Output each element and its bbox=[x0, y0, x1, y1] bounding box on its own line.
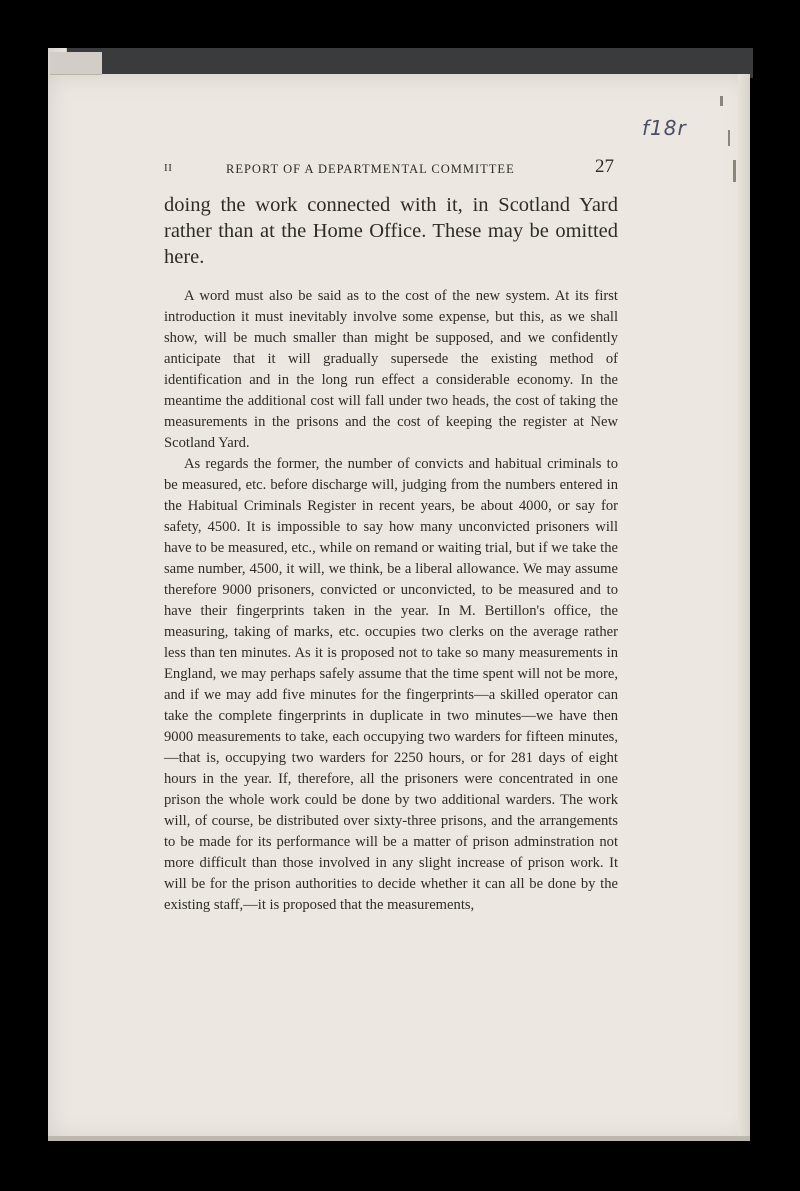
running-title: REPORT OF A DEPARTMENTAL COMMITTEE bbox=[226, 162, 515, 176]
page-right-edge bbox=[738, 74, 750, 1140]
edge-speck bbox=[728, 130, 730, 146]
edge-speck bbox=[720, 96, 723, 106]
page-corner-tab bbox=[50, 52, 102, 75]
body-paragraph-regards: As regards the former, the number of convicts and habitual criminals to be measured, etc. before discharge will, judging from the numbers entered in the Habitual Criminals Register in recent years, be about 4000, or say for safety, 4500. It is impossible to say how many unconvicted prisoners will have to be measured, etc., while on remand or waiting trial, but if we take the same number, 4500, it will, we think, be a liberal allowance. We may assume therefore 9000 prisoners, convicted or unconvicted, to be measured and to have their fingerprints taken in the year. In M. Bertillon's office, the measuring, taking of marks, etc. occupies two clerks on the average rather less than ten minutes. As it is proposed not to take so many measurements in England, we may perhaps safely assume that the time spent will not be more, and if we may add five minutes for the fingerprints—a skilled operator can take the complete fingerprints in duplicate in two minutes—we have then 9000 measurements to take, each occupying two warders for fifteen minutes,—that is, occupying two warders for 2250 hours, or for 281 days of eight hours in the year. If, therefore, all the prisoners were concentrated in one prison the whole work could be done by two additional warders. The work will, of course, be distributed over sixty-three prisons, and the arrangements to be made for its performance will be a matter of prison adminstration not more difficult than those involved in any slight increase of prison work. It will be for the prison authorities to decide whether it can all be done by the existing staff,—it is proposed that the measurements, bbox=[164, 456, 618, 913]
section-number: II bbox=[164, 162, 173, 174]
edge-speck bbox=[733, 160, 736, 182]
running-header bbox=[164, 150, 618, 180]
page-number: 27 bbox=[595, 156, 614, 177]
body-paragraph-cost: A word must also be said as to the cost of the new system. At its first introduction it must inevitably involve some expense, but this, as we shall show, will be much smaller than might be supposed, and we confidently anticipate that it will gradually supersede the existing method of identification and in the long run effect a considerable economy. In the meantime the additional cost will fall under two heads, the cost of taking the measurements in the prisons and the cost of keeping the register at New Scotland Yard. bbox=[164, 288, 618, 451]
handwritten-folio-note: f18r bbox=[642, 116, 687, 140]
lead-paragraph: doing the work connected with it, in Scotland Yard rather than at the Home Office. These may be omitted here. bbox=[164, 194, 618, 268]
page-content bbox=[164, 150, 618, 916]
page-bottom-edge bbox=[48, 1136, 750, 1141]
